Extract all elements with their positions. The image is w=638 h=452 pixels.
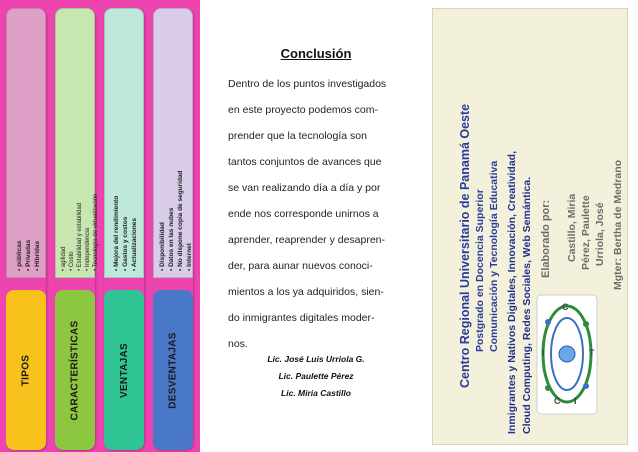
column-tipos-title: TIPOS bbox=[20, 354, 32, 386]
citci-logo bbox=[534, 292, 600, 417]
paragraph-line: se van realizando día a día y por bbox=[228, 182, 381, 194]
column-tipos-list bbox=[15, 240, 42, 271]
list-item: • Estabilidad y estabilidad bbox=[76, 194, 84, 271]
column-ventajas-title: VENTAJAS bbox=[118, 342, 130, 398]
globe-icon bbox=[559, 346, 575, 362]
paragraph-line: do inmigrantes digitales moder- bbox=[228, 312, 375, 324]
list-item: • agilidad bbox=[60, 194, 68, 271]
topic-line-2: Cloud Computing, Redes Sociales, Web Semántica. bbox=[521, 176, 533, 434]
logo-letter: T bbox=[589, 348, 595, 358]
list-item: • Gastos y costos bbox=[121, 196, 130, 271]
column-caracteristicas-title-box bbox=[55, 290, 95, 450]
column-tipos bbox=[6, 8, 46, 450]
logo-letter: C bbox=[562, 302, 569, 312]
author-credit: Urriola, José bbox=[594, 202, 606, 266]
paragraph-line: nos. bbox=[228, 338, 248, 350]
column-caracteristicas-title: CARACTERÍSTICAS bbox=[69, 319, 81, 421]
list-item: • Híbridas bbox=[33, 240, 42, 271]
logo-letter: C bbox=[554, 396, 561, 406]
logo-node bbox=[545, 319, 551, 325]
logo-letter: I bbox=[542, 348, 545, 358]
paragraph-line: Dentro de los puntos investigados bbox=[228, 78, 387, 90]
column-caracteristicas bbox=[55, 8, 99, 450]
paragraph-line: der, para aunar nuevos conoci- bbox=[228, 260, 373, 272]
elaborated-label: Elaborado por: bbox=[540, 199, 552, 278]
list-item: • Datos en las nubes bbox=[167, 170, 176, 271]
conclusion-section bbox=[228, 46, 404, 357]
column-desventajas-title-box bbox=[153, 290, 193, 450]
column-desventajas bbox=[153, 8, 193, 450]
list-item: • Mejora del rendimiento bbox=[112, 196, 121, 271]
list-item: • Costo bbox=[68, 194, 76, 271]
column-tipos-title-box bbox=[6, 290, 46, 450]
conclusion-paragraph bbox=[228, 71, 404, 357]
column-caracteristicas-list-box bbox=[55, 8, 99, 278]
conclusion-heading: Conclusión bbox=[280, 46, 352, 61]
column-ventajas-list bbox=[112, 196, 139, 271]
author-credit: Castillo, Miria bbox=[566, 193, 578, 262]
column-tipos-list-box bbox=[6, 8, 46, 278]
logo-node bbox=[545, 385, 551, 391]
column-ventajas-list-box bbox=[104, 8, 144, 278]
column-ventajas-title-box bbox=[104, 290, 144, 450]
paragraph-line: ende nos corresponde unirnos a bbox=[228, 208, 379, 220]
topic-line-1: Inmigrantes y Nativos Digitales, Innovación, Creatividad, bbox=[506, 151, 518, 434]
paragraph-line: aprender, reaprender y desapren- bbox=[228, 234, 386, 246]
program-name: Postgrado en Docencia Superior bbox=[474, 189, 486, 352]
column-desventajas-list bbox=[158, 170, 194, 271]
author-name: Lic. Paulette Pérez bbox=[278, 371, 354, 381]
list-item: • Independencia bbox=[84, 194, 92, 271]
author-name: Lic. Miria Castillo bbox=[281, 388, 351, 398]
list-item: • No dispone copia de seguridad bbox=[176, 170, 185, 271]
author-credit: Pérez, Paulette bbox=[580, 195, 592, 270]
authors-list bbox=[228, 351, 404, 402]
list-item: • Internet bbox=[185, 170, 194, 271]
logo-node bbox=[583, 383, 589, 389]
column-caracteristicas-list bbox=[60, 194, 100, 271]
paragraph-line: en este proyecto podemos com- bbox=[228, 104, 378, 116]
mentor-credit: Mgter: Bertha de Medrano bbox=[612, 159, 624, 290]
list-item: • públicas bbox=[15, 240, 24, 271]
paragraph-line: prender que la tecnología son bbox=[228, 130, 367, 142]
column-desventajas-list-box bbox=[153, 8, 193, 278]
paragraph-line: tantos conjuntos de avances que bbox=[228, 156, 382, 168]
left-panel bbox=[0, 0, 200, 452]
list-item: • Tecnología de virtualización bbox=[92, 194, 100, 271]
list-item: • Disponibilidad bbox=[158, 170, 167, 271]
paragraph-line: mientos a los ya adquiridos, sien- bbox=[228, 286, 384, 298]
list-item: • Actualizaciones bbox=[130, 196, 139, 271]
institution-name: Centro Regional Universitario de Panamá Oeste bbox=[458, 103, 472, 388]
course-name: Comunicación y Tecnología Educativa bbox=[488, 160, 500, 352]
column-ventajas bbox=[104, 8, 144, 450]
logo-node bbox=[583, 321, 589, 327]
logo-letter: I bbox=[574, 396, 577, 406]
author-name: Lic. José Luis Urriola G. bbox=[267, 354, 365, 364]
list-item: • Privadas bbox=[24, 240, 33, 271]
column-desventajas-title: DESVENTAJAS bbox=[167, 331, 179, 409]
